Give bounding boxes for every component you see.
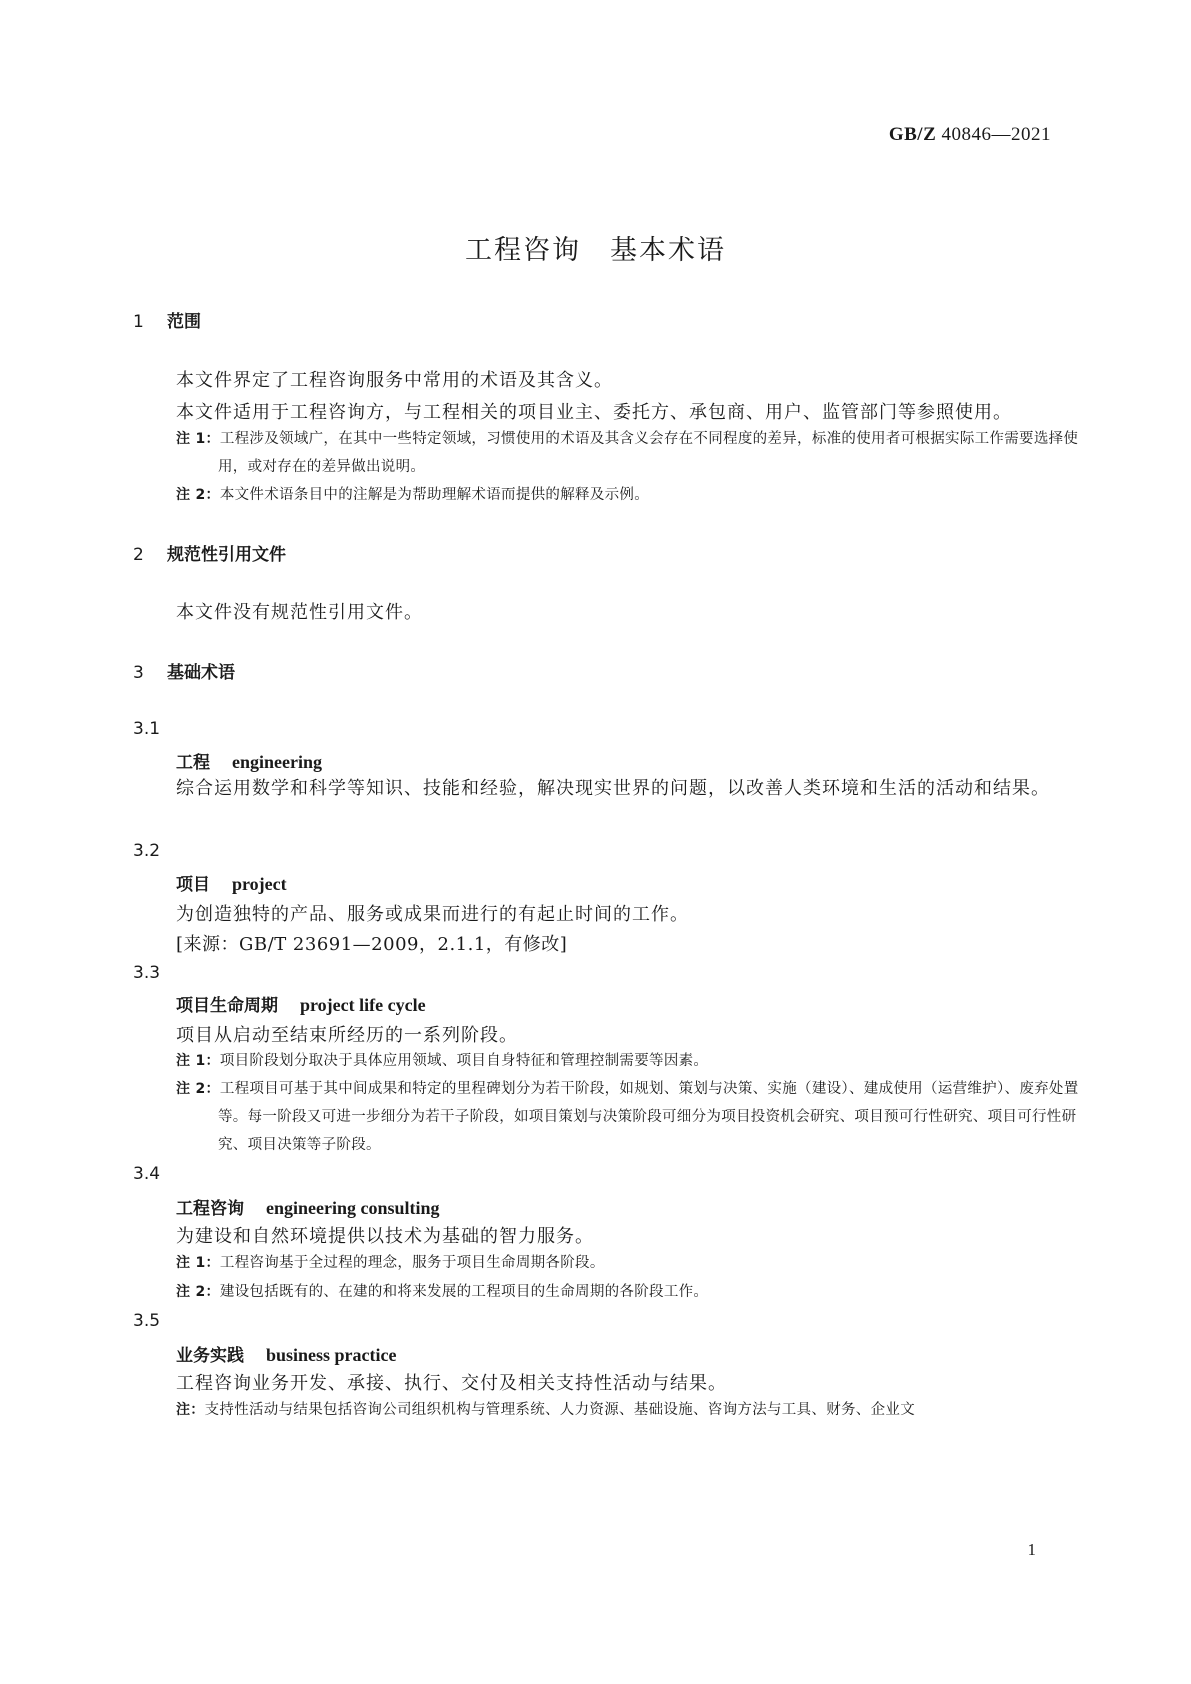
paragraph: 本文件适用于工程咨询方，与工程相关的项目业主、委托方、承包商、用户、监管部门等参照使用。 bbox=[176, 402, 1012, 423]
note-label: 注 1： bbox=[176, 431, 220, 447]
note-label: 注 2： bbox=[176, 487, 220, 503]
section-title: 范围 bbox=[167, 312, 201, 332]
document-title: 工程咨询 基本术语 bbox=[465, 235, 726, 266]
section-heading-basic-terms bbox=[133, 658, 235, 683]
note-label: 注： bbox=[176, 1402, 205, 1418]
section-title: 规范性引用文件 bbox=[167, 545, 286, 565]
note-text: 建设包括既有的、在建的和将来发展的工程项目的生命周期的各阶段工作。 bbox=[219, 1284, 709, 1300]
note bbox=[176, 481, 1059, 509]
term-zh: 项目 bbox=[176, 875, 210, 895]
note bbox=[176, 1075, 1101, 1159]
standard-code bbox=[889, 124, 1051, 146]
note bbox=[176, 1249, 1059, 1277]
note-label: 注 1： bbox=[176, 1053, 220, 1069]
term-zh: 工程咨询 bbox=[176, 1199, 244, 1219]
term-en: engineering consulting bbox=[266, 1198, 440, 1218]
term-heading bbox=[176, 870, 287, 895]
term-heading bbox=[176, 1194, 440, 1219]
standard-prefix: GB/Z bbox=[888, 124, 937, 145]
paragraph: 本文件界定了工程咨询服务中常用的术语及其含义。 bbox=[176, 370, 613, 391]
section-number: 1 bbox=[133, 312, 144, 332]
term-zh: 工程 bbox=[176, 753, 210, 773]
term-en: engineering bbox=[232, 752, 322, 772]
note bbox=[176, 425, 1101, 481]
note-label: 注 1： bbox=[176, 1255, 220, 1271]
section-heading-normative-references bbox=[133, 540, 286, 565]
note-label: 注 2： bbox=[176, 1081, 220, 1097]
term-definition: 项目从启动至结束所经历的一系列阶段。 bbox=[176, 1025, 518, 1046]
note bbox=[176, 1278, 1059, 1306]
term-number: 3.4 bbox=[133, 1164, 161, 1184]
note bbox=[176, 1396, 1059, 1424]
note-text: 工程涉及领域广，在其中一些特定领域，习惯使用的术语及其含义会存在不同程度的差异，标准的使用者可根据实际工作需要选择使用，或对存在的差异做出说明。 bbox=[218, 431, 1079, 475]
section-number: 2 bbox=[133, 545, 144, 565]
section-heading-scope bbox=[133, 307, 201, 332]
note-text: 本文件术语条目中的注解是为帮助理解术语而提供的解释及示例。 bbox=[219, 487, 650, 503]
term-en: project life cycle bbox=[300, 995, 426, 1015]
term-en: project bbox=[232, 874, 287, 894]
note-label: 注 2： bbox=[176, 1284, 220, 1300]
term-definition: 为创造独特的产品、服务或成果而进行的有起止时间的工作。 bbox=[176, 904, 689, 925]
section-number: 3 bbox=[133, 663, 144, 683]
term-en: business practice bbox=[266, 1345, 397, 1365]
note-text: 支持性活动与结果包括咨询公司组织机构与管理系统、人力资源、基础设施、咨询方法与工具、财务、企业文 bbox=[204, 1402, 916, 1418]
note-text: 工程咨询基于全过程的理念，服务于项目生命周期各阶段。 bbox=[219, 1255, 605, 1271]
note-text: 工程项目可基于其中间成果和特定的里程碑划分为若干阶段，如规划、策划与决策、实施（建设）、建成使用（运营维护）、废弃处置等。每一阶段又可进一步细分为若干子阶段，如项目策划与决策阶段可细分为项目投资机会研究、项目预可行性研究、项目可行性研究、项目决策等子阶段。 bbox=[218, 1081, 1079, 1153]
term-number: 3.5 bbox=[133, 1311, 161, 1331]
term-source: [来源：GB/T 23691—2009，2.1.1，有修改] bbox=[176, 934, 568, 955]
term-definition: 工程咨询业务开发、承接、执行、交付及相关支持性活动与结果。 bbox=[176, 1373, 727, 1394]
section-title: 基础术语 bbox=[167, 663, 235, 683]
standard-number: 40846—2021 bbox=[941, 124, 1051, 145]
page-number: 1 bbox=[1027, 1540, 1036, 1559]
term-number: 3.3 bbox=[133, 963, 161, 983]
term-heading bbox=[176, 1341, 397, 1366]
term-heading bbox=[176, 748, 322, 773]
term-number: 3.1 bbox=[133, 719, 161, 739]
term-zh: 业务实践 bbox=[176, 1346, 244, 1366]
term-definition: 为建设和自然环境提供以技术为基础的智力服务。 bbox=[176, 1226, 594, 1247]
term-heading bbox=[176, 991, 426, 1016]
term-number: 3.2 bbox=[133, 841, 161, 861]
paragraph: 本文件没有规范性引用文件。 bbox=[176, 602, 423, 623]
term-zh: 项目生命周期 bbox=[176, 996, 278, 1016]
term-definition: 综合运用数学和科学等知识、技能和经验，解决现实世界的问题，以改善人类环境和生活的活动和结果。 bbox=[176, 778, 1050, 799]
note-text: 项目阶段划分取决于具体应用领域、项目自身特征和管理控制需要等因素。 bbox=[219, 1053, 709, 1069]
note bbox=[176, 1047, 1059, 1075]
